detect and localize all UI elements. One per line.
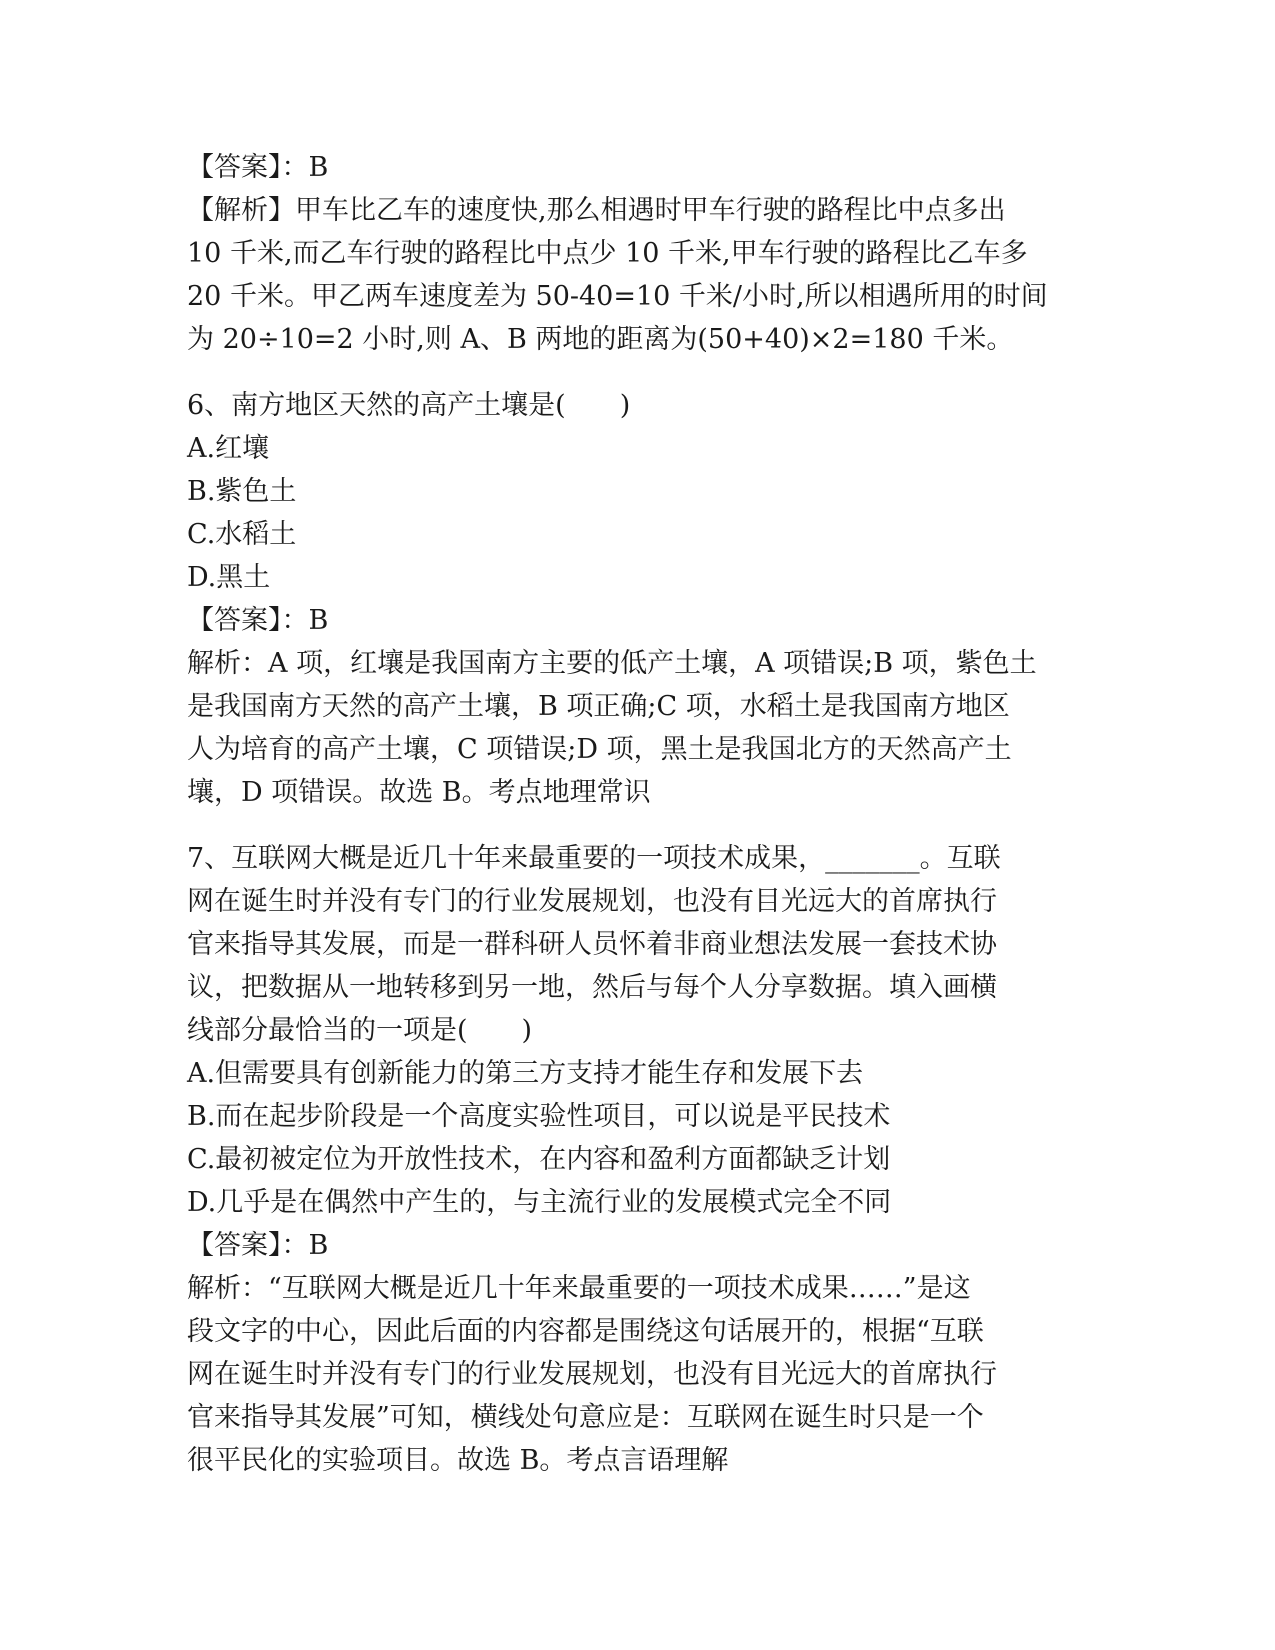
explanation-line: 段文字的中心，因此后面的内容都是围绕这句话展开的，根据“互联 [187,1316,984,1347]
explanation-line: 人为培育的高产土壤，C 项错误;D 项，黑土是我国北方的天然高产土 [187,734,1012,765]
question-5-answer-block [187,146,1087,361]
explanation-line: 10 千米,而乙车行驶的路程比中点少 10 千米,甲车行驶的路程比乙车多 [187,238,1028,269]
explanation-line: 是我国南方天然的高产土壤，B 项正确;C 项，水稻土是我国南方地区 [187,691,1010,722]
option-d: D.几乎是在偶然中产生的，与主流行业的发展模式完全不同 [187,1187,892,1218]
option-b: B.紫色土 [187,476,297,507]
option-c: C.水稻土 [187,519,297,550]
document-page [187,146,1087,1482]
question-text: 7、互联网大概是近几十年来最重要的一项技术成果，_______。互联 [187,843,1001,874]
option-d: D.黑土 [187,562,271,593]
question-6-block [187,384,1087,814]
option-b: B.而在起步阶段是一个高度实验性项目，可以说是平民技术 [187,1101,891,1132]
explanation-line: 为 20÷10=2 小时,则 A、B 两地的距离为(50+40)×2=180 千米。 [187,324,1014,355]
explanation-line: 很平民化的实验项目。故选 B。考点言语理解 [187,1445,729,1476]
explanation-line: 解析：“互联网大概是近几十年来最重要的一项技术成果……”是这 [187,1273,971,1304]
question-text: 官来指导其发展，而是一群科研人员怀着非商业想法发展一套技术协 [187,929,997,960]
explanation-line: 20 千米。甲乙两车速度差为 50-40=10 千米/小时,所以相遇所用的时间 [187,281,1048,312]
option-a: A.但需要具有创新能力的第三方支持才能生存和发展下去 [187,1058,864,1089]
answer-label: 【答案】：B [187,1230,329,1261]
section-gap [187,361,1087,384]
option-c: C.最初被定位为开放性技术，在内容和盈利方面都缺乏计划 [187,1144,891,1175]
explanation-line: 官来指导其发展”可知，横线处句意应是：互联网在诞生时只是一个 [187,1402,984,1433]
explanation-line: 网在诞生时并没有专门的行业发展规划，也没有目光远大的首席执行 [187,1359,997,1390]
explanation-line: 【解析】甲车比乙车的速度快,那么相遇时甲车行驶的路程比中点多出 [187,195,1006,226]
question-text: 网在诞生时并没有专门的行业发展规划，也没有目光远大的首席执行 [187,886,997,917]
section-gap [187,814,1087,837]
question-text: 6、南方地区天然的高产土壤是( ) [187,390,631,421]
question-7-block [187,837,1087,1482]
explanation-line: 壤，D 项错误。故选 B。考点地理常识 [187,777,651,808]
answer-label: 【答案】：B [187,605,329,636]
question-text: 议，把数据从一地转移到另一地，然后与每个人分享数据。填入画横 [187,972,997,1003]
explanation-line: 解析：A 项，红壤是我国南方主要的低产土壤，A 项错误;B 项，紫色土 [187,648,1037,679]
question-text: 线部分最恰当的一项是( ) [187,1015,533,1046]
answer-label: 【答案】：B [187,152,329,183]
option-a: A.红壤 [187,433,270,464]
